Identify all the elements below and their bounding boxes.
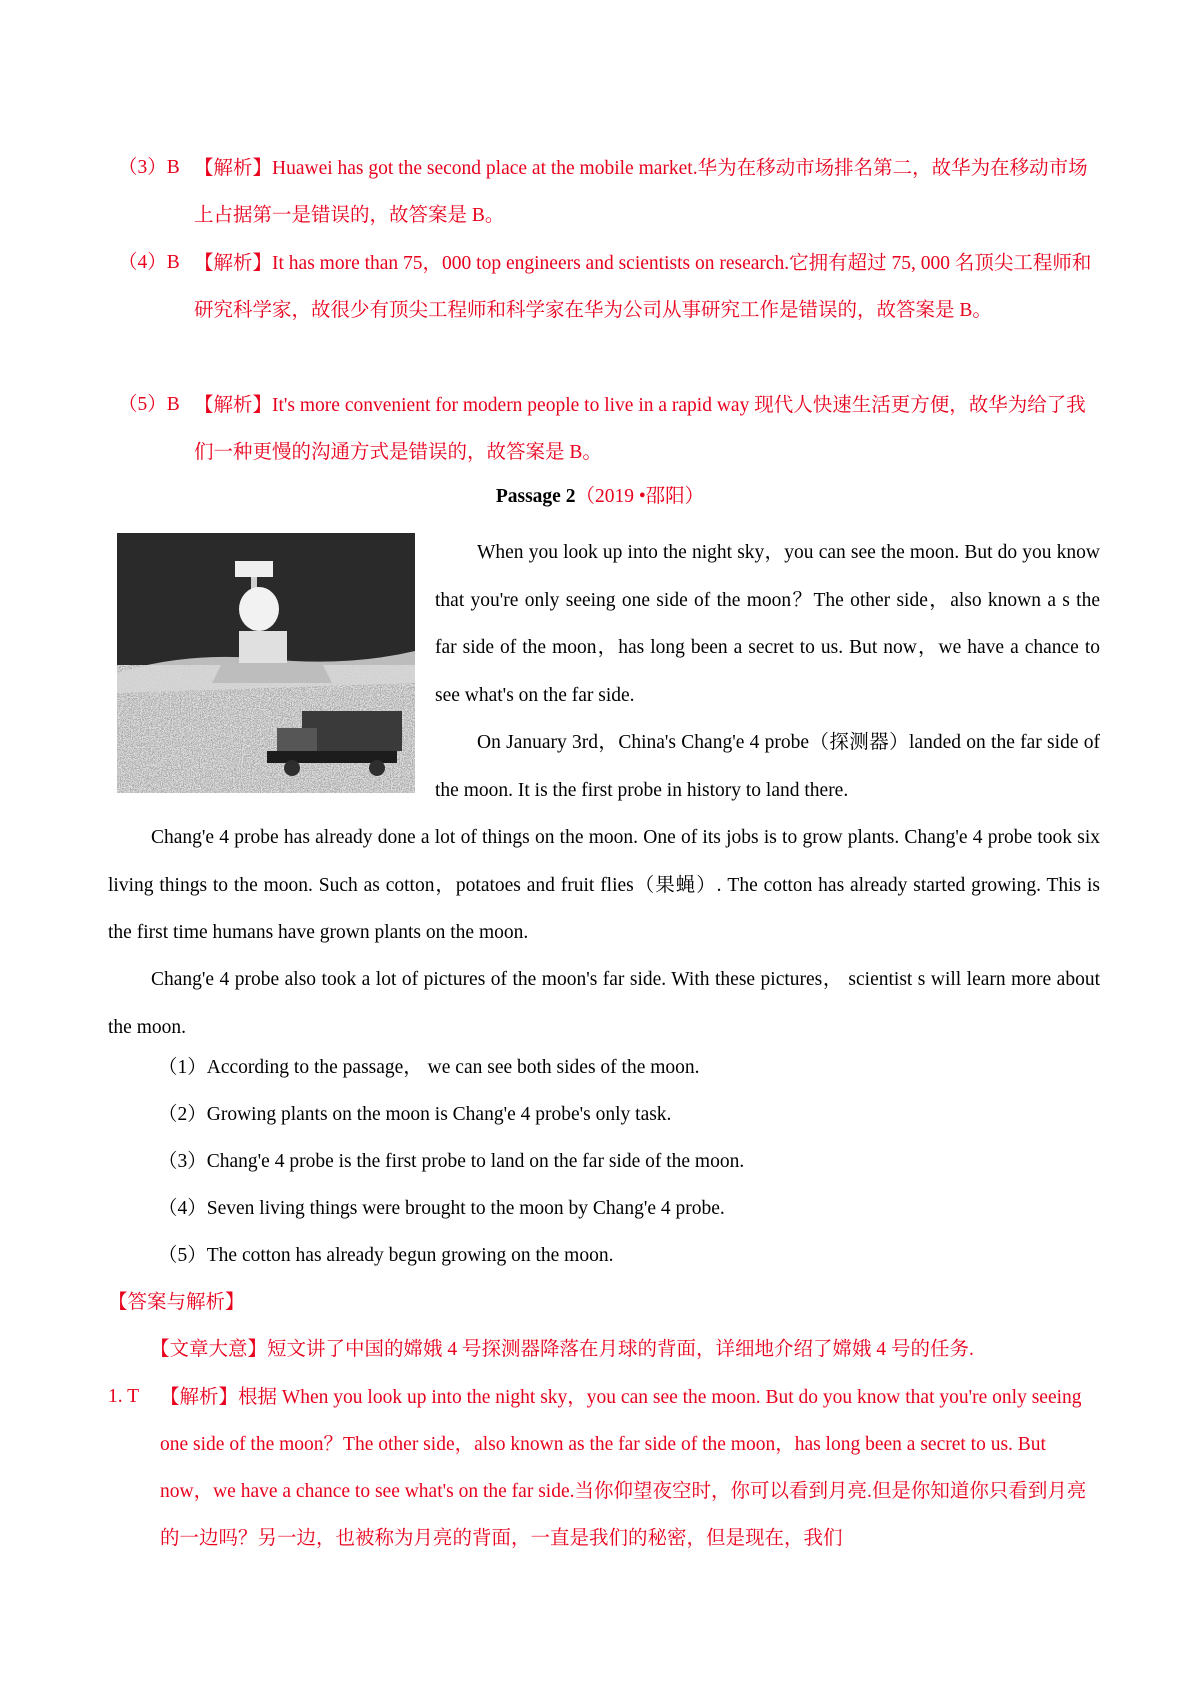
answer-text: 【解析】It's more convenient for modern people to live in a rapid way 现代人快速生活更方便，故华为给了我们一种更慢的沟通方式是错误的，故答案是 B。 (194, 395, 1086, 463)
answer-text: 【解析】Huawei has got the second place at the mobile market.华为在移动市场排名第二，故华为在移动市场上占据第一是错误的，故答案是 B。 (194, 158, 1088, 226)
passage-summary: 【文章大意】短文讲了中国的嫦娥 4 号探测器降落在月球的背面，详细地介绍了嫦娥 4 号的任务. (150, 1339, 974, 1360)
answer-label: 1. T (108, 1386, 140, 1407)
answer-label: （4）B (118, 252, 180, 273)
answer-section-heading: 【答案与解析】 (108, 1292, 245, 1313)
passage-title (0, 484, 1200, 510)
answer-label: （3）B (118, 157, 180, 178)
question-1: （1）According to the passage， we can see both sides of the moon. (158, 1057, 700, 1078)
answer-text: 【解析】It has more than 75，000 top engineers and scientists on research.它拥有超过 75, 000 名顶尖工程师和研究科学家，故很少有顶尖工程师和科学家在华为公司从事研究工作是错误的，故答案是 B。 (194, 253, 1092, 321)
passage-paragraph-3: Chang'e 4 probe has already done a lot of things on the moon. One of its jobs is to grow plants. Chang'e 4 probe took six living things to the moon. Such as cotton，potatoes and fruit flies（果蝇）. The cotton has already started growing. This is the first time humans have grown plants on the moon. (108, 827, 1100, 943)
passage-paragraph-2: On January 3rd，China's Chang'e 4 probe（探测器）landed on the far side of the moon. It is the first probe in history to land there. (435, 732, 1100, 801)
answer-item-4 (118, 250, 1101, 391)
passage-title-name: Passage 2 (495, 486, 576, 507)
answer-item-5 (118, 392, 1101, 486)
answer-text: 【解析】根据 When you look up into the night sky，you can see the moon. But do you know that you're only seeing one side of the moon？The other side，also known as the far side of the moon，has long been a secret to us. But now，we have a chance to see what's on the far side.当你仰望夜空时，你可以看到月亮.但是你知道你只看到月亮的一边吗？另一边，也被称为月亮的背面，一直是我们的秘密，但是现在，我们 (160, 1387, 1087, 1549)
question-4: （4）Seven living things were brought to the moon by Chang'e 4 probe. (158, 1198, 725, 1219)
passage-source: （2019 •邵阳） (575, 486, 705, 507)
answer-item-3 (118, 155, 1101, 249)
question-3: （3）Chang'e 4 probe is the first probe to land on the far side of the moon. (158, 1151, 745, 1172)
answer-item-1 (108, 1384, 1100, 1624)
passage-paragraph-4: Chang'e 4 probe also took a lot of pictures of the moon's far side. With these pictures， scientist s will learn more about the moon. (108, 969, 1100, 1038)
passage-paragraph-1: When you look up into the night sky，you can see the moon. But do you know that you're only seeing one side of the moon？The other side，also known a s the far side of the moon，has long been a secret to us. But now，we have a chance to see what's on the far side. (435, 542, 1100, 706)
question-5: （5）The cotton has already begun growing on the moon. (158, 1245, 614, 1266)
moon-probe-photo (117, 533, 415, 793)
answer-label: （5）B (118, 394, 180, 415)
question-2: （2）Growing plants on the moon is Chang'e 4 probe's only task. (158, 1104, 672, 1125)
